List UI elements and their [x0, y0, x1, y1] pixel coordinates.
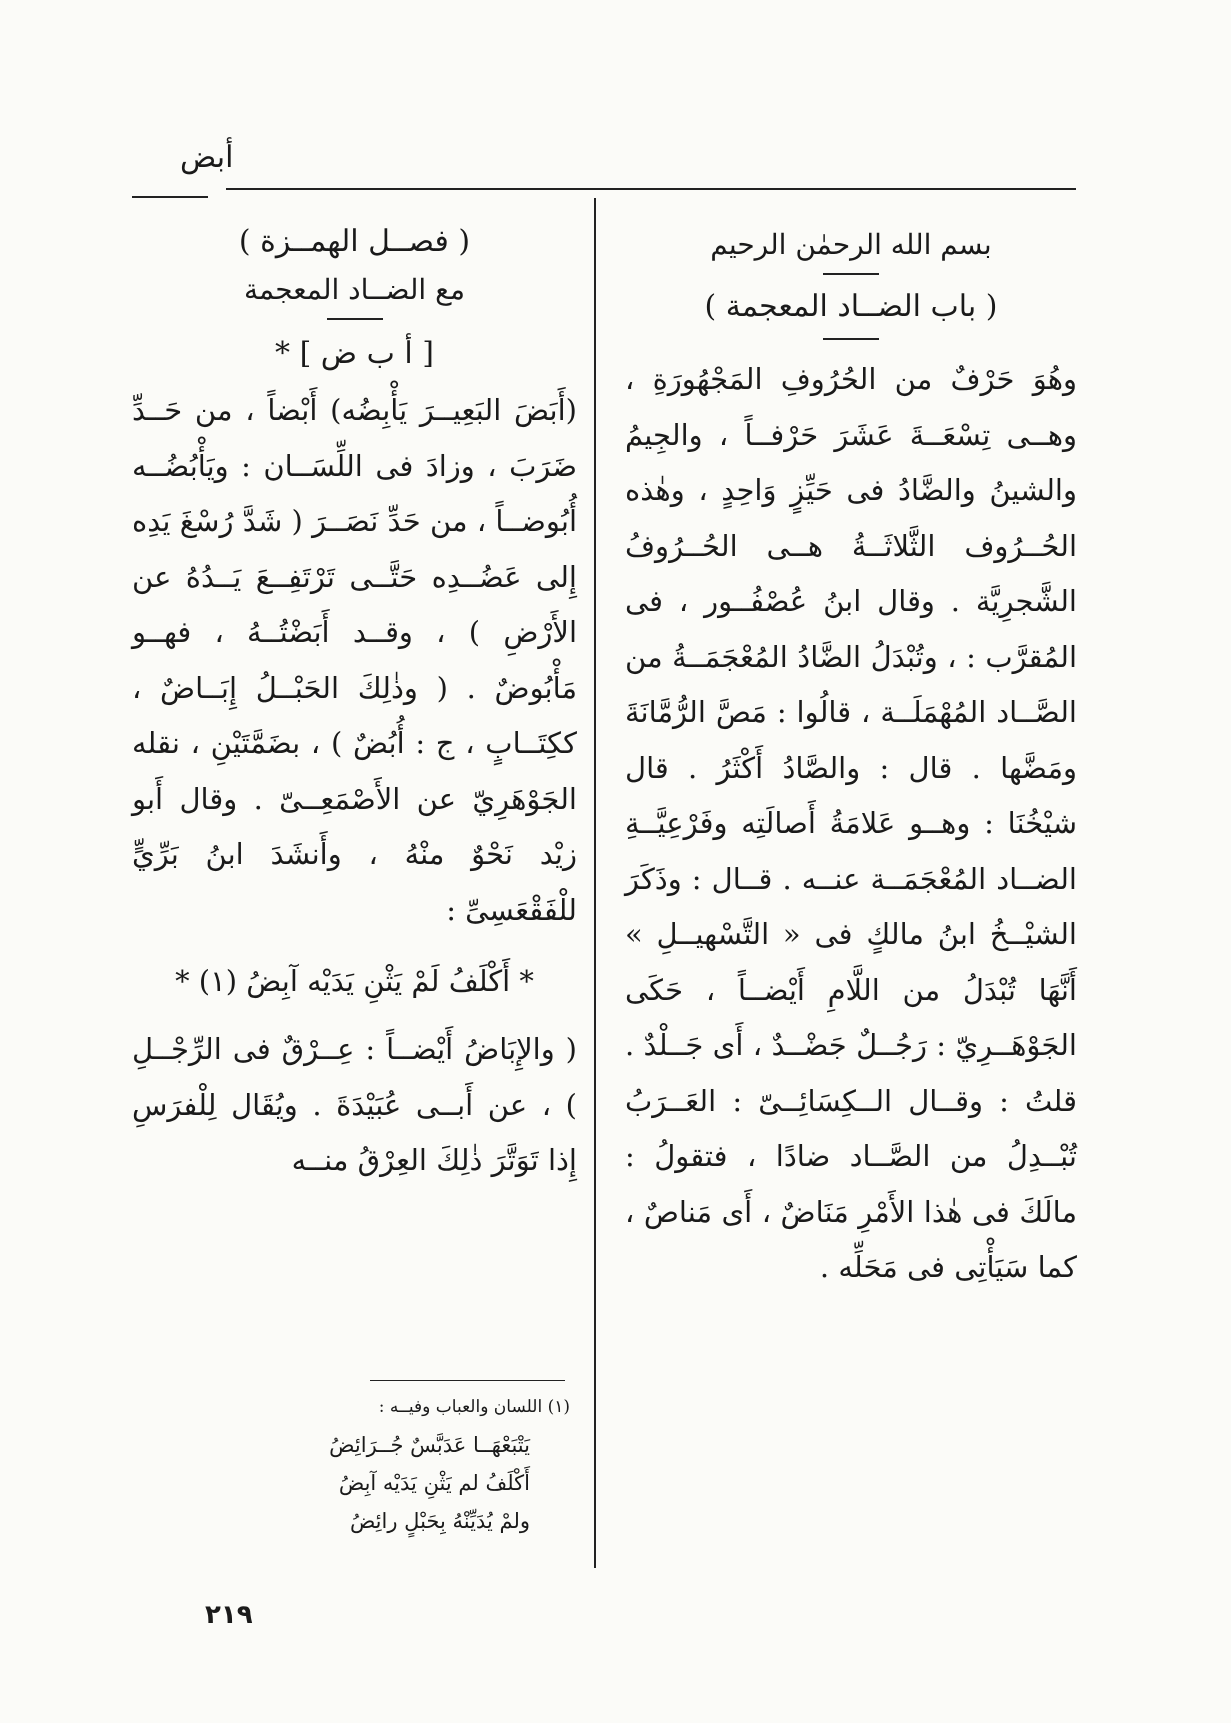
- chapter-title: ( باب الضــاد المعجمة ): [704, 289, 998, 324]
- footnote-rule: [370, 1380, 565, 1381]
- entry-paragraph: ( والإِبَاضُ أَيْضــاً : عِــرْقٌ فى الرِّجْــلِ ) ، عن أَبــى عُبَيْدَةَ . ويُقَال لِلْفرَسِ إِذا تَوَتَّرَ ذٰلِكَ العِرْقُ منــه: [132, 1032, 577, 1177]
- left-column: [132, 210, 577, 1189]
- footnote-verse-line: يَتْبَعْهَــا عَدَبَّسٌ جُــرَائِضُ: [329, 1433, 530, 1457]
- section-subtitle: مع الضــاد المعجمة: [244, 273, 465, 306]
- ornament-rule: [327, 318, 383, 320]
- column-divider: [594, 198, 596, 1568]
- ornament-rule: [823, 338, 879, 340]
- footnote-verse-line: أَكْلَفُ لم يَثْنِ يَدَيْه آبِضُ: [338, 1471, 530, 1495]
- page-number: ٢١٩: [205, 1600, 253, 1630]
- running-header-root-word: أبض: [180, 140, 234, 175]
- header-rule-short: [132, 196, 208, 198]
- header-rule-long: [226, 188, 1076, 190]
- footnote-verse-line: ولمْ يُدَيِّنْهُ بِحَبْلٍ رائِضُ: [349, 1509, 530, 1533]
- chapter-intro-paragraph: وهُوَ حَرْفٌ من الحُرُوفِ المَجْهُورَةِ ، وهــى تِسْعَــةَ عَشَرَ حَرْفــاً ، والجِيمُ والشينُ والضَّادُ فى حَيِّزٍ وَاحِدٍ ، وهٰذه الحُــرُوف الثَّلاثَــةُ هــى الحُــرُوفُ الشَّجرِيَّة . وقال ابنُ عُصْفُــور ، فى المُقرَّب : ، وتُبْدَلُ الضَّادُ المُعْجَمَــةُ من الصَّــاد المُهْمَلَــة ، قالُوا : مَصَّ الرُّمَّانَةَ ومَضَّها . قال : والصَّادُ أَكْثَرُ . قال شيْخُنَا : وهــو عَلامَةُ أَصالَتِه وفَرْعِيَّــةِ الضــاد المُعْجَمَــة عنــه . قــال : وذَكَرَ الشيْــخُ ابنُ مالكٍ فى « التَّسْهيــلِ » أَنَّهَا تُبْدَلُ من اللَّامِ أَيْضــاً ، حَكَى الجَوْهَــرِيّ : رَجُــلٌ جَضْــدٌ ، أَى جَــلْدٌ . قلتُ : وقــال الــكِسَائِــىّ : العَــرَبُ تُبْــدِلُ من الصَّــاد ضادًا ، فتقولُ : مالَكَ فى هٰذا الأَمْرِ مَنَاضٌ ، أَى مَناصٌ ، كما سَيَأْتِى فى مَحَلِّه .: [625, 362, 1077, 1284]
- entry-paragraph: (أَبَضَ البَعِيــرَ يَأْبِضُه) أَبْضاً ، من حَــدِّ ضَرَبَ ، وزادَ فى اللِّسَــان : ويَأْبُضُــه أُبُوضــاً ، من حَدِّ نَصَــرَ ( شَدَّ رُسْغَ يَدِه إِلى عَضُــدِه حَتَّــى تَرْتَفِــعَ يَــدُهُ عن الأَرْضِ ) ، وقــد أَبَضْتُــهُ ، فهــو مَأْبُوضٌ . ( وذٰلِكَ الحَبْــلُ إِبَــاضٌ ، ككِتَــابٍ ، ج : أُبُضٌ ) ، بضَمَّتَيْنِ ، نقله الجَوْهَرِيّ عن الأَصْمَعِــىّ . وقال أَبو زيْد نَحْوٌ منْهُ ، وأَنشَدَ ابنُ بَرِّيٍّ للْفَقْعَسِىِّ :: [132, 393, 577, 927]
- footnotes: [250, 1388, 570, 1540]
- right-column: [625, 210, 1077, 1296]
- entry-headword: [ أ ب ض ] *: [275, 336, 434, 371]
- verse-quotation: * أَكْلَفُ لَمْ يَثْنِ يَدَيْه آبِضُ (١) *: [175, 964, 534, 998]
- ornament-rule: [823, 273, 879, 275]
- footnote-label: (١) اللسان والعباب وفيــه :: [378, 1397, 570, 1417]
- bismillah: بسم الله الرحمٰن الرحيم: [710, 228, 992, 261]
- section-title: ( فصــل الهمــزة ): [238, 224, 471, 259]
